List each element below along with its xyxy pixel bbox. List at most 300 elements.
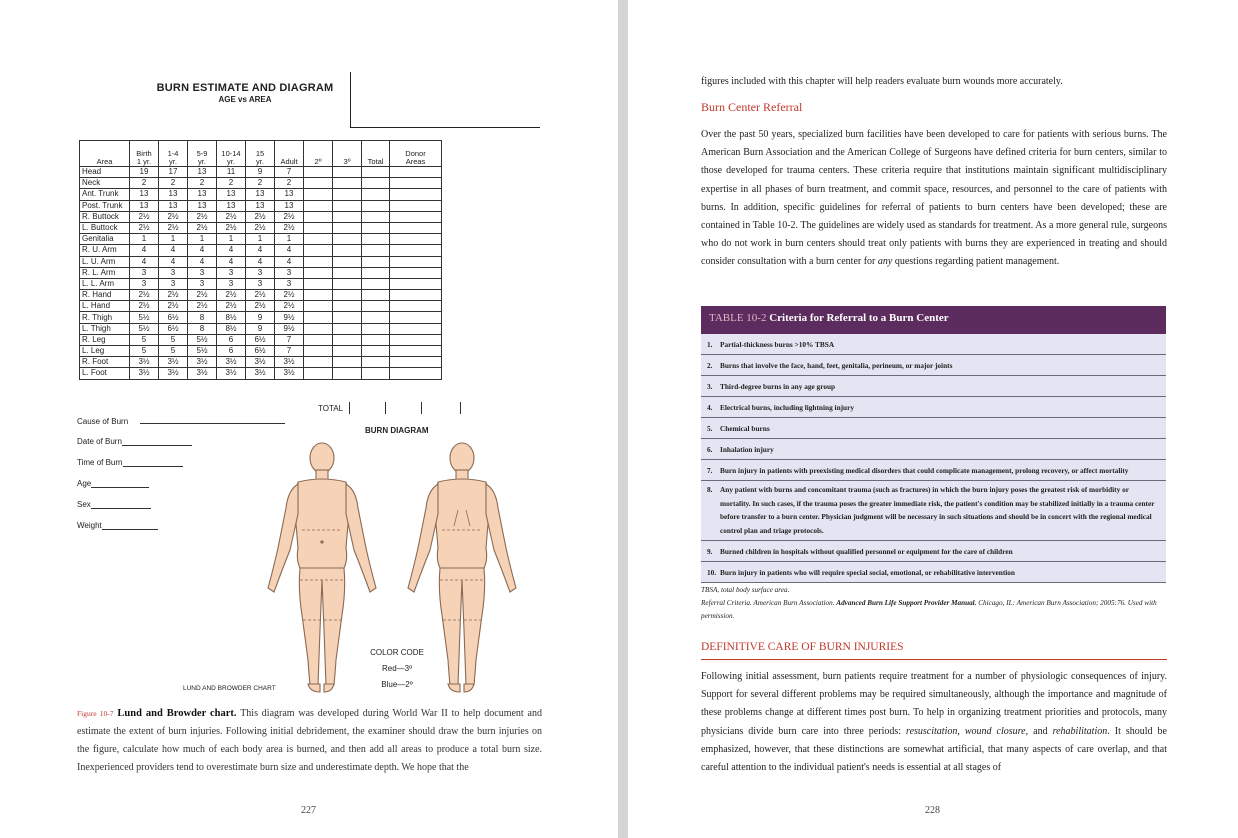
percent-cell: 4 (130, 245, 159, 256)
percent-cell: 3 (275, 267, 304, 278)
table-footnote (701, 584, 1167, 623)
percent-cell: 9 (246, 323, 275, 334)
entry-cell (333, 222, 362, 233)
criteria-text: Inhalation injury (720, 445, 774, 454)
percent-cell: 2½ (188, 290, 217, 301)
percent-cell: 6½ (246, 346, 275, 357)
entry-cell (304, 290, 333, 301)
percent-cell: 13 (217, 189, 246, 200)
percent-cell: 4 (246, 245, 275, 256)
percent-cell: 2 (130, 178, 159, 189)
percent-cell: 17 (159, 167, 188, 178)
chart-credit: LUND AND BROWDER CHART (183, 685, 276, 692)
field-label: Age (77, 479, 92, 488)
criteria-text: Burn injury in patients with preexisting medical disorders that could complicate management, prolong recovery, or affect mortality (720, 466, 1129, 475)
criteria-text: Burn injury in patients who will require special social, emotional, or rehabilitative intervention (720, 568, 1015, 578)
table-header (701, 306, 1166, 334)
percent-cell: 7 (275, 346, 304, 357)
entry-cell (304, 178, 333, 189)
percent-cell: 7 (275, 167, 304, 178)
percent-cell: 2½ (188, 301, 217, 312)
entry-cell (362, 368, 390, 379)
criteria-row (701, 439, 1166, 460)
blank-line (91, 501, 151, 509)
table-row (80, 290, 442, 301)
percent-cell: 13 (275, 189, 304, 200)
table-row (80, 357, 442, 368)
table-row (80, 222, 442, 233)
percent-cell: 3½ (217, 357, 246, 368)
entry-cell (333, 368, 362, 379)
table-row (80, 368, 442, 379)
entry-cell (304, 234, 333, 245)
page-number: 227 (301, 805, 316, 816)
entry-cell (333, 301, 362, 312)
table-row (80, 189, 442, 200)
criteria-row (701, 541, 1166, 562)
entry-cell (333, 346, 362, 357)
entry-cell (333, 278, 362, 289)
field-label: Cause of Burn (77, 417, 129, 426)
form-box-line (350, 72, 351, 128)
entry-cell (390, 301, 442, 312)
percent-cell: 2½ (246, 211, 275, 222)
table-header-cell: 10-14 yr. (217, 141, 246, 167)
criteria-text: Burned children in hospitals without qualified personnel or equipment for the care of children (720, 547, 1013, 557)
table-header-cell: 1-4 yr. (159, 141, 188, 167)
entry-cell (362, 234, 390, 245)
total-cells (349, 402, 461, 414)
body-paragraph (701, 126, 1167, 272)
percent-cell: 1 (188, 234, 217, 245)
page-number: 228 (925, 805, 940, 816)
table-row (80, 278, 442, 289)
percent-cell: 5½ (188, 346, 217, 357)
entry-cell (304, 334, 333, 345)
entry-cell (333, 357, 362, 368)
table-row (80, 245, 442, 256)
area-cell: L. Foot (80, 368, 130, 379)
percent-cell: 4 (159, 245, 188, 256)
percent-cell: 2 (275, 178, 304, 189)
blank-line (91, 480, 149, 488)
entry-cell (390, 256, 442, 267)
percent-cell: 5 (159, 334, 188, 345)
table-row (80, 234, 442, 245)
percent-cell: 5 (159, 346, 188, 357)
entry-cell (304, 312, 333, 323)
percent-cell: 8 (188, 312, 217, 323)
table-row (80, 267, 442, 278)
entry-cell (390, 178, 442, 189)
figure-label: Figure 10-7 (77, 709, 114, 718)
field-label: Time of Burn (77, 458, 123, 467)
entry-cell (390, 267, 442, 278)
criteria-number: 8. (707, 485, 713, 494)
percent-cell: 2½ (275, 301, 304, 312)
percent-cell: 13 (217, 200, 246, 211)
entry-cell (362, 290, 390, 301)
table-row (80, 178, 442, 189)
front-body-figure (268, 443, 376, 692)
area-cell: L. Buttock (80, 222, 130, 233)
percent-cell: 13 (159, 189, 188, 200)
percent-cell: 2 (246, 178, 275, 189)
entry-cell (304, 200, 333, 211)
entry-cell (390, 312, 442, 323)
entry-cell (390, 167, 442, 178)
criteria-number: 3. (707, 382, 713, 391)
entry-cell (304, 368, 333, 379)
entry-cell (333, 245, 362, 256)
entry-cell (390, 346, 442, 357)
percent-cell: 3½ (188, 368, 217, 379)
entry-cell (362, 189, 390, 200)
percent-cell: 13 (246, 189, 275, 200)
percent-cell: 2½ (217, 222, 246, 233)
entry-cell (304, 245, 333, 256)
percent-cell: 4 (217, 256, 246, 267)
entry-cell (333, 312, 362, 323)
criteria-row (701, 376, 1166, 397)
field-label: Sex (77, 500, 91, 509)
referral-criteria-table (701, 306, 1166, 583)
continued-text: figures included with this chapter will help readers evaluate burn wounds more accurately. (701, 76, 1063, 87)
percent-cell: 8½ (217, 312, 246, 323)
cause-of-burn-field (77, 417, 128, 426)
percent-cell: 6 (217, 334, 246, 345)
percent-cell: 2½ (159, 222, 188, 233)
body-paragraph-2: Following initial assessment, burn patients require treatment for a number of physiologic consequences of injury. Support for several different problems may be required simultaneously, although the importance and magnitude of these problems change at different times post burn. To help in organizing treatment priorities and protocols, many physicians divide burn care into three periods: resuscitation, wound closure, and rehabilitation. It should be emphasized, however, that these distinctions are somewhat artificial, that many aspects of care overlap, and that careful attention to the individual patient's needs is essential at all stages of (701, 671, 1167, 774)
percent-cell: 6½ (159, 323, 188, 334)
entry-cell (390, 245, 442, 256)
area-cell: R. Thigh (80, 312, 130, 323)
percent-cell: 2½ (217, 211, 246, 222)
entry-cell (390, 211, 442, 222)
percent-cell: 3 (217, 267, 246, 278)
criteria-number: 5. (707, 424, 713, 433)
table-row (80, 167, 442, 178)
figure-caption (77, 705, 542, 777)
section-heading-2: DEFINITIVE CARE OF BURN INJURIES (701, 641, 1167, 660)
percent-cell: 2½ (159, 301, 188, 312)
table-header-cell: Total (362, 141, 390, 167)
blank-line (123, 459, 183, 467)
area-cell: L. U. Arm (80, 256, 130, 267)
criteria-number: 6. (707, 445, 713, 454)
criteria-row (701, 397, 1166, 418)
percent-cell: 2 (159, 178, 188, 189)
percent-cell: 4 (159, 256, 188, 267)
footnote-source: Referral Criteria. American Burn Association. Advanced Burn Life Support Provider Manual. Chicago, IL: American Burn Association; 2005:76. Used with permission. (701, 599, 1157, 620)
form-box-line (350, 127, 540, 128)
entry-cell (390, 200, 442, 211)
percent-cell: 2½ (275, 211, 304, 222)
section-heading: Burn Center Referral (701, 100, 803, 114)
sex-field (77, 500, 151, 509)
table-header-cell: Area (80, 141, 130, 167)
percent-cell: 3½ (188, 357, 217, 368)
table-header-cell: 2º (304, 141, 333, 167)
percent-cell: 6 (217, 346, 246, 357)
percent-cell: 1 (130, 234, 159, 245)
percent-cell: 6½ (159, 312, 188, 323)
percent-cell: 2½ (159, 211, 188, 222)
area-cell: Head (80, 167, 130, 178)
entry-cell (304, 189, 333, 200)
entry-cell (304, 357, 333, 368)
entry-cell (304, 167, 333, 178)
entry-cell (362, 357, 390, 368)
entry-cell (333, 267, 362, 278)
criteria-row (701, 460, 1166, 481)
entry-cell (304, 278, 333, 289)
area-cell: L. Leg (80, 346, 130, 357)
entry-cell (390, 234, 442, 245)
area-cell: R. Buttock (80, 211, 130, 222)
percent-cell: 3½ (130, 368, 159, 379)
percent-cell: 1 (246, 234, 275, 245)
entry-cell (362, 278, 390, 289)
entry-cell (362, 222, 390, 233)
percent-cell: 2 (188, 178, 217, 189)
entry-cell (390, 290, 442, 301)
entry-cell (333, 189, 362, 200)
entry-cell (362, 334, 390, 345)
table-header-cell: Donor Areas (390, 141, 442, 167)
percent-cell: 19 (130, 167, 159, 178)
percent-cell: 7 (275, 334, 304, 345)
table-header-cell: Birth 1 yr. (130, 141, 159, 167)
percent-cell: 2½ (217, 290, 246, 301)
entry-cell (362, 312, 390, 323)
paragraph-text: Over the past 50 years, specialized burn facilities have been developed to care for patients with serious burns. The American Burn Association and the American College of Surgeons have defined criteria for burn centers, similar to those developed for trauma centers. These criteria require that institutions maintain significant multidisciplinary expertise in all phases of burn treatment, and commit space, resources, and personnel to the care of patients with burns. In addition, specific guidelines for referral of patients to burn centers have been developed; these are contained in Table 10-2. The guidelines are widely used as standards for treatment. As a more general rule, surgeons who do not work in burn centers should treat only patients with burns they are experienced in treating and should consider consultation with a burn center for (701, 129, 1167, 268)
field-label: Weight (77, 521, 102, 530)
entry-cell (390, 323, 442, 334)
blank-line (122, 438, 192, 446)
percent-cell: 4 (246, 256, 275, 267)
entry-cell (304, 323, 333, 334)
percent-cell: 13 (188, 200, 217, 211)
percent-cell: 2 (217, 178, 246, 189)
percent-cell: 3½ (130, 357, 159, 368)
percent-cell: 3 (246, 278, 275, 289)
criteria-text: Burns that involve the face, hand, feet, genitalia, perineum, or major joints (720, 361, 953, 370)
criteria-number: 4. (707, 403, 713, 412)
color-code-blue: Blue—2º (381, 680, 413, 689)
criteria-number: 10. (707, 568, 717, 578)
entry-cell (362, 256, 390, 267)
entry-cell (333, 211, 362, 222)
percent-cell: 2½ (130, 301, 159, 312)
area-cell: R. Hand (80, 290, 130, 301)
area-cell: Post. Trunk (80, 200, 130, 211)
percent-cell: 3½ (159, 368, 188, 379)
entry-cell (362, 245, 390, 256)
entry-cell (333, 200, 362, 211)
area-cell: R. U. Arm (80, 245, 130, 256)
table-row (80, 312, 442, 323)
percent-cell: 1 (159, 234, 188, 245)
color-code-legend (368, 648, 426, 696)
percent-cell: 4 (217, 245, 246, 256)
entry-cell (304, 301, 333, 312)
caption-text: This diagram was developed during World War II to help document and estimate the extent of burn injuries. Following initial debridement, the examiner should draw the burn injuries on the figure, calculate how much of each body area is burned, and then add all areas to produce a total burn size. Inexperienced providers tend to overestimate burn size and underestimate depth. We hope that the (77, 708, 542, 773)
criteria-row (701, 355, 1166, 376)
percent-cell: 5 (130, 346, 159, 357)
percent-cell: 3 (217, 278, 246, 289)
table-header-cell: 5-9 yr. (188, 141, 217, 167)
entry-cell (362, 346, 390, 357)
percent-cell: 2½ (275, 222, 304, 233)
lund-browder-table (79, 140, 442, 380)
date-of-burn-field (77, 437, 192, 446)
percent-cell: 2½ (130, 290, 159, 301)
time-of-burn-field (77, 458, 183, 467)
entry-cell (390, 222, 442, 233)
entry-cell (390, 357, 442, 368)
criteria-text: Any patient with burns and concomitant trauma (such as fractures) in which the burn injury poses the greatest risk of morbidity or mortality. In such cases, if the trauma poses the greater immediate risk, the patient's condition may be stabilized initially in a trauma center before transfer to a burn center. Physician judgment will be necessary in such situations and should be in concert with the regional medical control plan and triage protocols. (720, 485, 1155, 535)
table-row (80, 256, 442, 267)
area-cell: R. L. Arm (80, 267, 130, 278)
criteria-row (701, 481, 1166, 541)
entry-cell (304, 222, 333, 233)
criteria-text: Partial-thickness burns >10% TBSA (720, 340, 835, 349)
percent-cell: 2½ (275, 290, 304, 301)
percent-cell: 4 (188, 245, 217, 256)
percent-cell: 6½ (246, 334, 275, 345)
area-cell: R. Leg (80, 334, 130, 345)
percent-cell: 2½ (246, 222, 275, 233)
criteria-row (701, 334, 1166, 355)
percent-cell: 9 (246, 167, 275, 178)
percent-cell: 13 (246, 200, 275, 211)
right-page (628, 0, 1238, 838)
table-row (80, 346, 442, 357)
color-code-red: Red—3º (381, 664, 413, 673)
entry-cell (333, 334, 362, 345)
percent-cell: 13 (159, 200, 188, 211)
entry-cell (390, 278, 442, 289)
percent-cell: 9½ (275, 323, 304, 334)
paragraph-text: questions regarding patient management. (892, 256, 1060, 268)
table-row (80, 211, 442, 222)
criteria-number: 1. (707, 340, 713, 349)
percent-cell: 4 (188, 256, 217, 267)
percent-cell: 3½ (159, 357, 188, 368)
percent-cell: 5½ (188, 334, 217, 345)
percent-cell: 3½ (275, 357, 304, 368)
entry-cell (333, 234, 362, 245)
entry-cell (362, 267, 390, 278)
entry-cell (333, 290, 362, 301)
percent-cell: 5 (130, 334, 159, 345)
table-row (80, 200, 442, 211)
form-subtitle: AGE vs AREA (218, 95, 272, 104)
percent-cell: 2½ (159, 290, 188, 301)
entry-cell (390, 334, 442, 345)
criteria-text: Third-degree burns in any age group (720, 382, 836, 391)
blank-line (102, 522, 158, 530)
cause-line (140, 423, 285, 424)
entry-cell (304, 211, 333, 222)
entry-cell (362, 167, 390, 178)
color-code-title: COLOR CODE (370, 648, 424, 657)
percent-cell: 3 (130, 267, 159, 278)
percent-cell: 2½ (217, 301, 246, 312)
percent-cell: 2½ (246, 290, 275, 301)
percent-cell: 3½ (217, 368, 246, 379)
entry-cell (390, 189, 442, 200)
percent-cell: 3 (275, 278, 304, 289)
left-page (0, 0, 618, 838)
table-row (80, 323, 442, 334)
percent-cell: 13 (130, 200, 159, 211)
percent-cell: 2½ (246, 301, 275, 312)
percent-cell: 5½ (130, 312, 159, 323)
entry-cell (304, 346, 333, 357)
footnote-abbrev: TBSA, total body surface area. (701, 586, 790, 594)
criteria-number: 2. (707, 361, 713, 370)
burn-diagram-title: BURN DIAGRAM (365, 426, 429, 435)
criteria-number: 9. (707, 547, 713, 557)
caption-title: Lund and Browder chart. (117, 708, 237, 719)
area-cell: Ant. Trunk (80, 189, 130, 200)
criteria-number: 7. (707, 466, 713, 475)
criteria-text: Chemical burns (720, 424, 770, 433)
entry-cell (362, 200, 390, 211)
percent-cell: 5½ (130, 323, 159, 334)
area-cell: Neck (80, 178, 130, 189)
percent-cell: 3½ (246, 368, 275, 379)
entry-cell (333, 167, 362, 178)
percent-cell: 8 (188, 323, 217, 334)
percent-cell: 3 (159, 267, 188, 278)
percent-cell: 3½ (275, 368, 304, 379)
percent-cell: 13 (275, 200, 304, 211)
field-label: Date of Burn (77, 437, 122, 446)
criteria-text: Electrical burns, including lightning injury (720, 403, 855, 412)
percent-cell: 13 (188, 167, 217, 178)
percent-cell: 1 (217, 234, 246, 245)
percent-cell: 8½ (217, 323, 246, 334)
percent-cell: 3 (130, 278, 159, 289)
entry-cell (304, 267, 333, 278)
entry-cell (304, 256, 333, 267)
entry-cell (362, 301, 390, 312)
age-field (77, 479, 149, 488)
table-header-cell: Adult (275, 141, 304, 167)
table-number: TABLE 10-2 (709, 312, 767, 324)
page-gutter (618, 0, 628, 838)
percent-cell: 1 (275, 234, 304, 245)
table-row (80, 334, 442, 345)
percent-cell: 13 (130, 189, 159, 200)
table-header-cell: 15 yr. (246, 141, 275, 167)
percent-cell: 3 (188, 278, 217, 289)
entry-cell (362, 323, 390, 334)
criteria-row (701, 562, 1166, 583)
entry-cell (362, 178, 390, 189)
entry-cell (333, 256, 362, 267)
percent-cell: 9½ (275, 312, 304, 323)
entry-cell (362, 211, 390, 222)
percent-cell: 11 (217, 167, 246, 178)
criteria-row (701, 418, 1166, 439)
percent-cell: 3 (159, 278, 188, 289)
area-cell: L. L. Arm (80, 278, 130, 289)
percent-cell: 2½ (188, 222, 217, 233)
